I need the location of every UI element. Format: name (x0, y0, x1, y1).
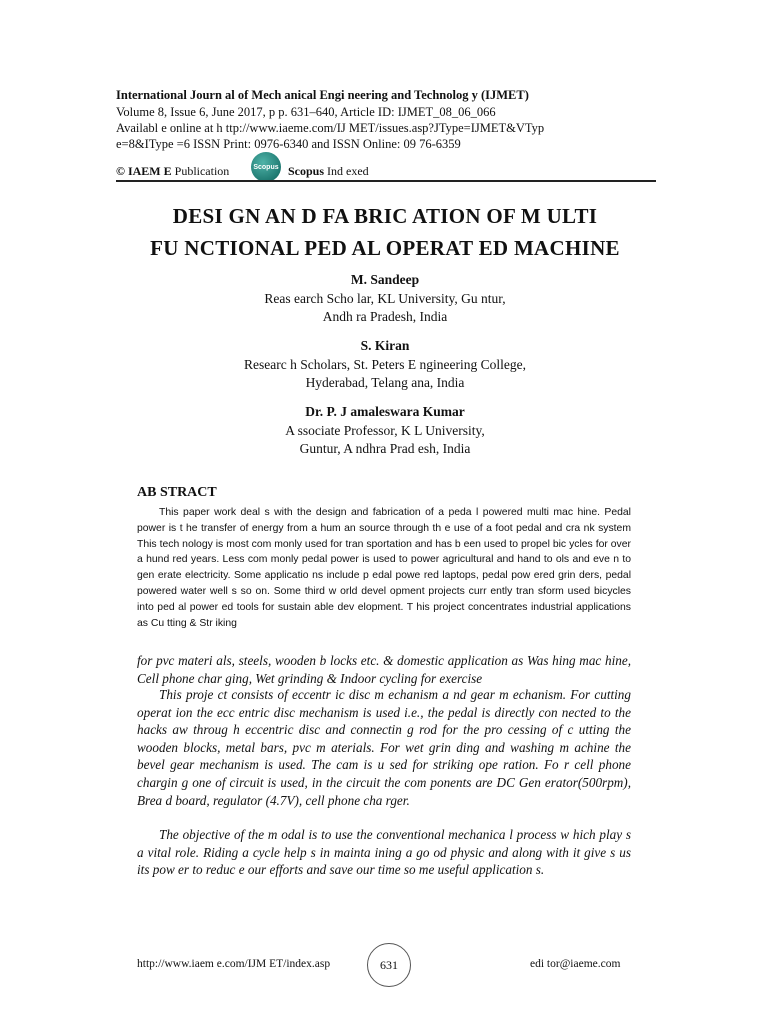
scopus-logo-icon (251, 152, 281, 182)
footer-url[interactable]: http://www.iaem e.com/IJM ET/index.asp (137, 958, 331, 970)
scopus-logo-text: Scopus (253, 163, 279, 171)
abstract-paragraph-objective: The objective of the m odal is to use the conventional mechanica l process w hich play s a vital role. Riding a cycle help s in mainta ining a go od physic and along with it give s us its pow er to reduc e our efforts and save our time so me useful application s. (137, 827, 631, 878)
availability-line: Availabl e online at h ttp://www.iaeme.com/IJ MET/issues.asp?JType=IJMET&VTyp (116, 121, 545, 135)
author-affiliation: Reas earch Scho lar, KL University, Gu ntur, (264, 291, 506, 306)
abstract-heading: AB STRACT (137, 485, 217, 500)
author-name: M. Sandeep (350, 272, 420, 287)
page-footer (0, 940, 768, 980)
indexed-credit (288, 164, 369, 179)
author-name: Dr. P. J amaleswara Kumar (305, 404, 465, 419)
author-block (200, 402, 570, 458)
title-line-1: DESI GN AN D FA BRIC ATION OF M ULTI (172, 204, 598, 228)
abstract-paragraph-mechanism: This proje ct consists of eccentr ic disc m echanism a nd gear m echanism. For cutting operat ion the ecc entric disc mechanism is used i.e., the pedal is directly con nected to the hacks aw throug h eccentric disc and connectin g rod for the pro cessing of c utting the wooden blocks, metal bars, pvc m aterials. For wet grin ding and washing m achine the bevel gear mechanism is used. The cam is u sed for striking ope ration. Fo r cell phone chargin g one of circuit is used, in the circuit the com ponents are DC Gen erator(500rpm), Brea d board, regulator (4.7V), cell phone cha rger. (137, 687, 631, 808)
issn-line: e=8&IType =6 ISSN Print: 0976-6340 and ISSN Online: 09 76-6359 (116, 137, 461, 151)
page-number (367, 943, 411, 987)
journal-header (116, 86, 656, 152)
author-block (200, 336, 570, 392)
abstract-body: This paper work deal s with the design and fabrication of a peda l powered multi mac hine. Pedal power is t he transfer of energy from a hum an source through th e use of a foot pedal and cra nk system This tech nology is most com monly used for tran sportation and has b een used to propel bic ycles for over a hund red years. Less com monly pedal power is used to power agricultural and hand to ols and eve n to gen erate electricity. Some applicatio ns include p edal powe red laptops, pedal pow ered grin ders, pedal powered water well s so on. Some third w orld devel opment projects curr ently tran sform used bicycles into ped al power ed tools for sustain able dev elopment. T his project concentrates industrial applications as Cu tting & Str iking (137, 507, 631, 629)
publisher-name: © IAEM E (116, 164, 172, 178)
page-number-text: 631 (380, 957, 398, 972)
author-list (200, 270, 570, 468)
volume-line: Volume 8, Issue 6, June 2017, p p. 631–640, Article ID: IJMET_08_06_066 (116, 105, 496, 119)
paper-title (100, 200, 670, 264)
footer-email[interactable]: edi tor@iaeme.com (530, 958, 621, 970)
publisher-credit (116, 164, 229, 179)
journal-title: International Journ al of Mech anical Engi neering and Technolog y (IJMET) (116, 88, 529, 102)
abstract-paragraph-continuation: for pvc materi als, steels, wooden b locks etc. & domestic application as Was hing mac hine, Cell phone char ging, Wet grinding & Indoor cycling for exercise (137, 653, 631, 686)
author-location: Andh ra Pradesh, India (322, 309, 448, 324)
author-affiliation: A ssociate Professor, K L University, (285, 423, 485, 438)
author-location: Guntur, A ndhra Prad esh, India (299, 441, 471, 456)
author-location: Hyderabad, Telang ana, India (305, 375, 465, 390)
header-divider (116, 180, 656, 182)
indexed-suffix: Ind exed (324, 164, 369, 178)
author-affiliation: Researc h Scholars, St. Peters E ngineering College, (244, 357, 526, 372)
title-line-2: FU NCTIONAL PED AL OPERAT ED MACHINE (150, 236, 620, 260)
author-block (200, 270, 570, 326)
publication-row (116, 152, 656, 182)
indexed-name: Scopus (288, 164, 325, 178)
author-name: S. Kiran (360, 338, 410, 353)
publisher-suffix: Publication (171, 164, 230, 178)
